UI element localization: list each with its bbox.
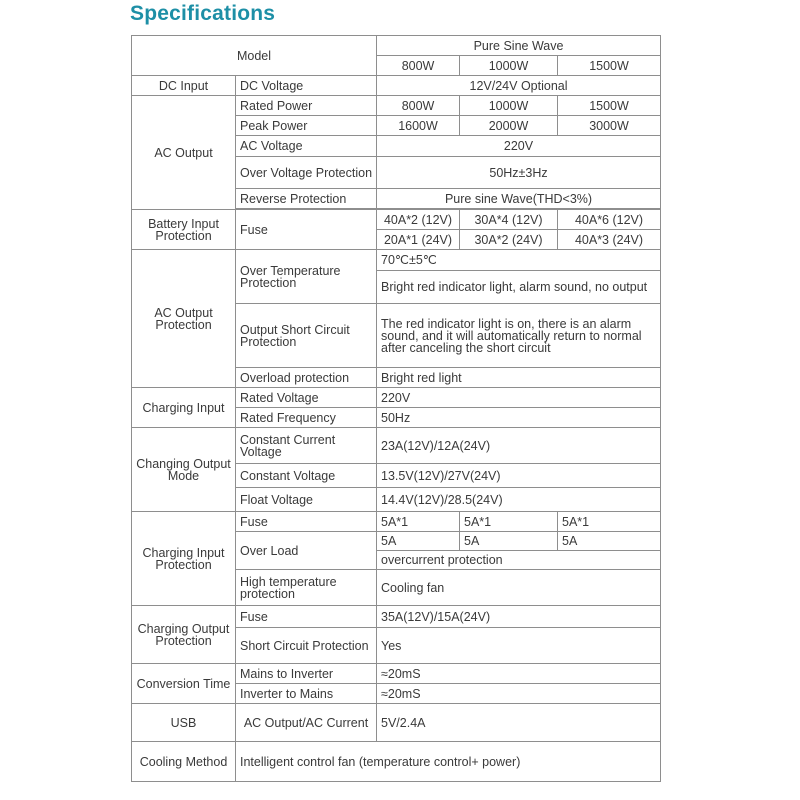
- category-charging-input: Charging Input: [132, 388, 236, 428]
- spec-value: ≈20mS: [377, 684, 661, 704]
- spec-value: 40A*6 (12V): [558, 210, 661, 230]
- table-row: [132, 36, 661, 56]
- spec-value: 5A: [377, 532, 460, 551]
- spec-label: Short Circuit Protection: [236, 628, 377, 664]
- spec-value: 50Hz±3Hz: [377, 157, 661, 189]
- spec-label: Reverse Protection: [236, 189, 377, 209]
- wave-header: Pure Sine Wave: [377, 36, 661, 56]
- spec-value: 30A*2 (24V): [460, 230, 558, 250]
- spec-label: Fuse: [236, 512, 377, 532]
- model-1000-header: 1000W: [460, 56, 558, 76]
- spec-value: 70℃±5℃: [377, 250, 661, 271]
- table-row: [132, 210, 661, 230]
- spec-value: 2000W: [460, 116, 558, 136]
- table-row: [132, 388, 661, 408]
- spec-value: 5A*1: [460, 512, 558, 532]
- spec-value: Bright red indicator light, alarm sound, no output: [377, 271, 661, 304]
- spec-value: The red indicator light is on, there is an alarm sound, and it will automatically return to normal after canceling the short circuit: [377, 304, 661, 368]
- table-row: [132, 96, 661, 116]
- spec-label: DC Voltage: [236, 76, 377, 96]
- spec-value: 50Hz: [377, 408, 661, 428]
- spec-value: 5A: [558, 532, 661, 551]
- table-row: [132, 250, 661, 271]
- spec-value: 5A*1: [558, 512, 661, 532]
- table-row: [132, 704, 661, 742]
- model-800-header: 800W: [377, 56, 460, 76]
- spec-value: 35A(12V)/15A(24V): [377, 606, 661, 628]
- specifications-table: [131, 35, 661, 782]
- spec-value: 800W: [377, 96, 460, 116]
- spec-label: Rated Power: [236, 96, 377, 116]
- spec-value: Yes: [377, 628, 661, 664]
- category-dc-input: DC Input: [132, 76, 236, 96]
- spec-label: AC Output/AC Current: [236, 704, 377, 742]
- spec-value: 5A: [460, 532, 558, 551]
- spec-label: Output Short Circuit Protection: [236, 304, 377, 368]
- spec-label: Peak Power: [236, 116, 377, 136]
- spec-value: 40A*3 (24V): [558, 230, 661, 250]
- spec-label: Over Load: [236, 532, 377, 570]
- table-row: [132, 76, 661, 96]
- spec-label: Rated Voltage: [236, 388, 377, 408]
- model-header: Model: [132, 36, 377, 76]
- category-ac-output: AC Output: [132, 96, 236, 210]
- spec-label: High temperature protection: [236, 570, 377, 606]
- spec-value: 14.4V(12V)/28.5(24V): [377, 488, 661, 512]
- spec-value: Bright red light: [377, 368, 661, 388]
- spec-label: Over Voltage Protection: [236, 157, 377, 189]
- spec-label: Over Temperature Protection: [236, 250, 377, 304]
- spec-label: Overload protection: [236, 368, 377, 388]
- model-1500-header: 1500W: [558, 56, 661, 76]
- spec-value: ≈20mS: [377, 664, 661, 684]
- category-usb: USB: [132, 704, 236, 742]
- spec-label: Float Voltage: [236, 488, 377, 512]
- spec-label: Rated Frequency: [236, 408, 377, 428]
- spec-value: 12V/24V Optional: [377, 76, 661, 96]
- spec-value: 1000W: [460, 96, 558, 116]
- spec-value: 1500W: [558, 96, 661, 116]
- table-row: [132, 512, 661, 532]
- spec-value: 3000W: [558, 116, 661, 136]
- spec-label: Constant Current Voltage: [236, 428, 377, 464]
- category-conversion-time: Conversion Time: [132, 664, 236, 704]
- spec-value: Cooling fan: [377, 570, 661, 606]
- spec-value: 23A(12V)/12A(24V): [377, 428, 661, 464]
- spec-value: 5V/2.4A: [377, 704, 661, 742]
- table-row: [132, 742, 661, 782]
- table-row: [132, 606, 661, 628]
- table-row: [132, 664, 661, 684]
- spec-value: Pure sine Wave(THD<3%): [377, 189, 661, 209]
- spec-value: overcurrent protection: [377, 551, 661, 570]
- spec-value: 30A*4 (12V): [460, 210, 558, 230]
- category-changing-output-mode: Changing Output Mode: [132, 428, 236, 512]
- spec-label: Fuse: [236, 606, 377, 628]
- page-title: Specifications: [130, 2, 276, 25]
- spec-label: Fuse: [236, 210, 377, 250]
- category-cooling-method: Cooling Method: [132, 742, 236, 782]
- spec-value: 40A*2 (12V): [377, 210, 460, 230]
- spec-value: 220V: [377, 136, 661, 157]
- category-battery-input-protection: Battery Input Protection: [132, 210, 236, 250]
- spec-label: Mains to Inverter: [236, 664, 377, 684]
- category-charging-output-protection: Charging Output Protection: [132, 606, 236, 664]
- spec-label: AC Voltage: [236, 136, 377, 157]
- category-charging-input-protection: Charging Input Protection: [132, 512, 236, 606]
- spec-value: 20A*1 (24V): [377, 230, 460, 250]
- category-ac-output-protection: AC Output Protection: [132, 250, 236, 388]
- spec-value: Intelligent control fan (temperature control+ power): [236, 742, 661, 782]
- spec-label: Constant Voltage: [236, 464, 377, 488]
- spec-value: 1600W: [377, 116, 460, 136]
- spec-value: 220V: [377, 388, 661, 408]
- spec-value: 13.5V(12V)/27V(24V): [377, 464, 661, 488]
- table-row: [132, 428, 661, 464]
- spec-value: 5A*1: [377, 512, 460, 532]
- spec-label: Inverter to Mains: [236, 684, 377, 704]
